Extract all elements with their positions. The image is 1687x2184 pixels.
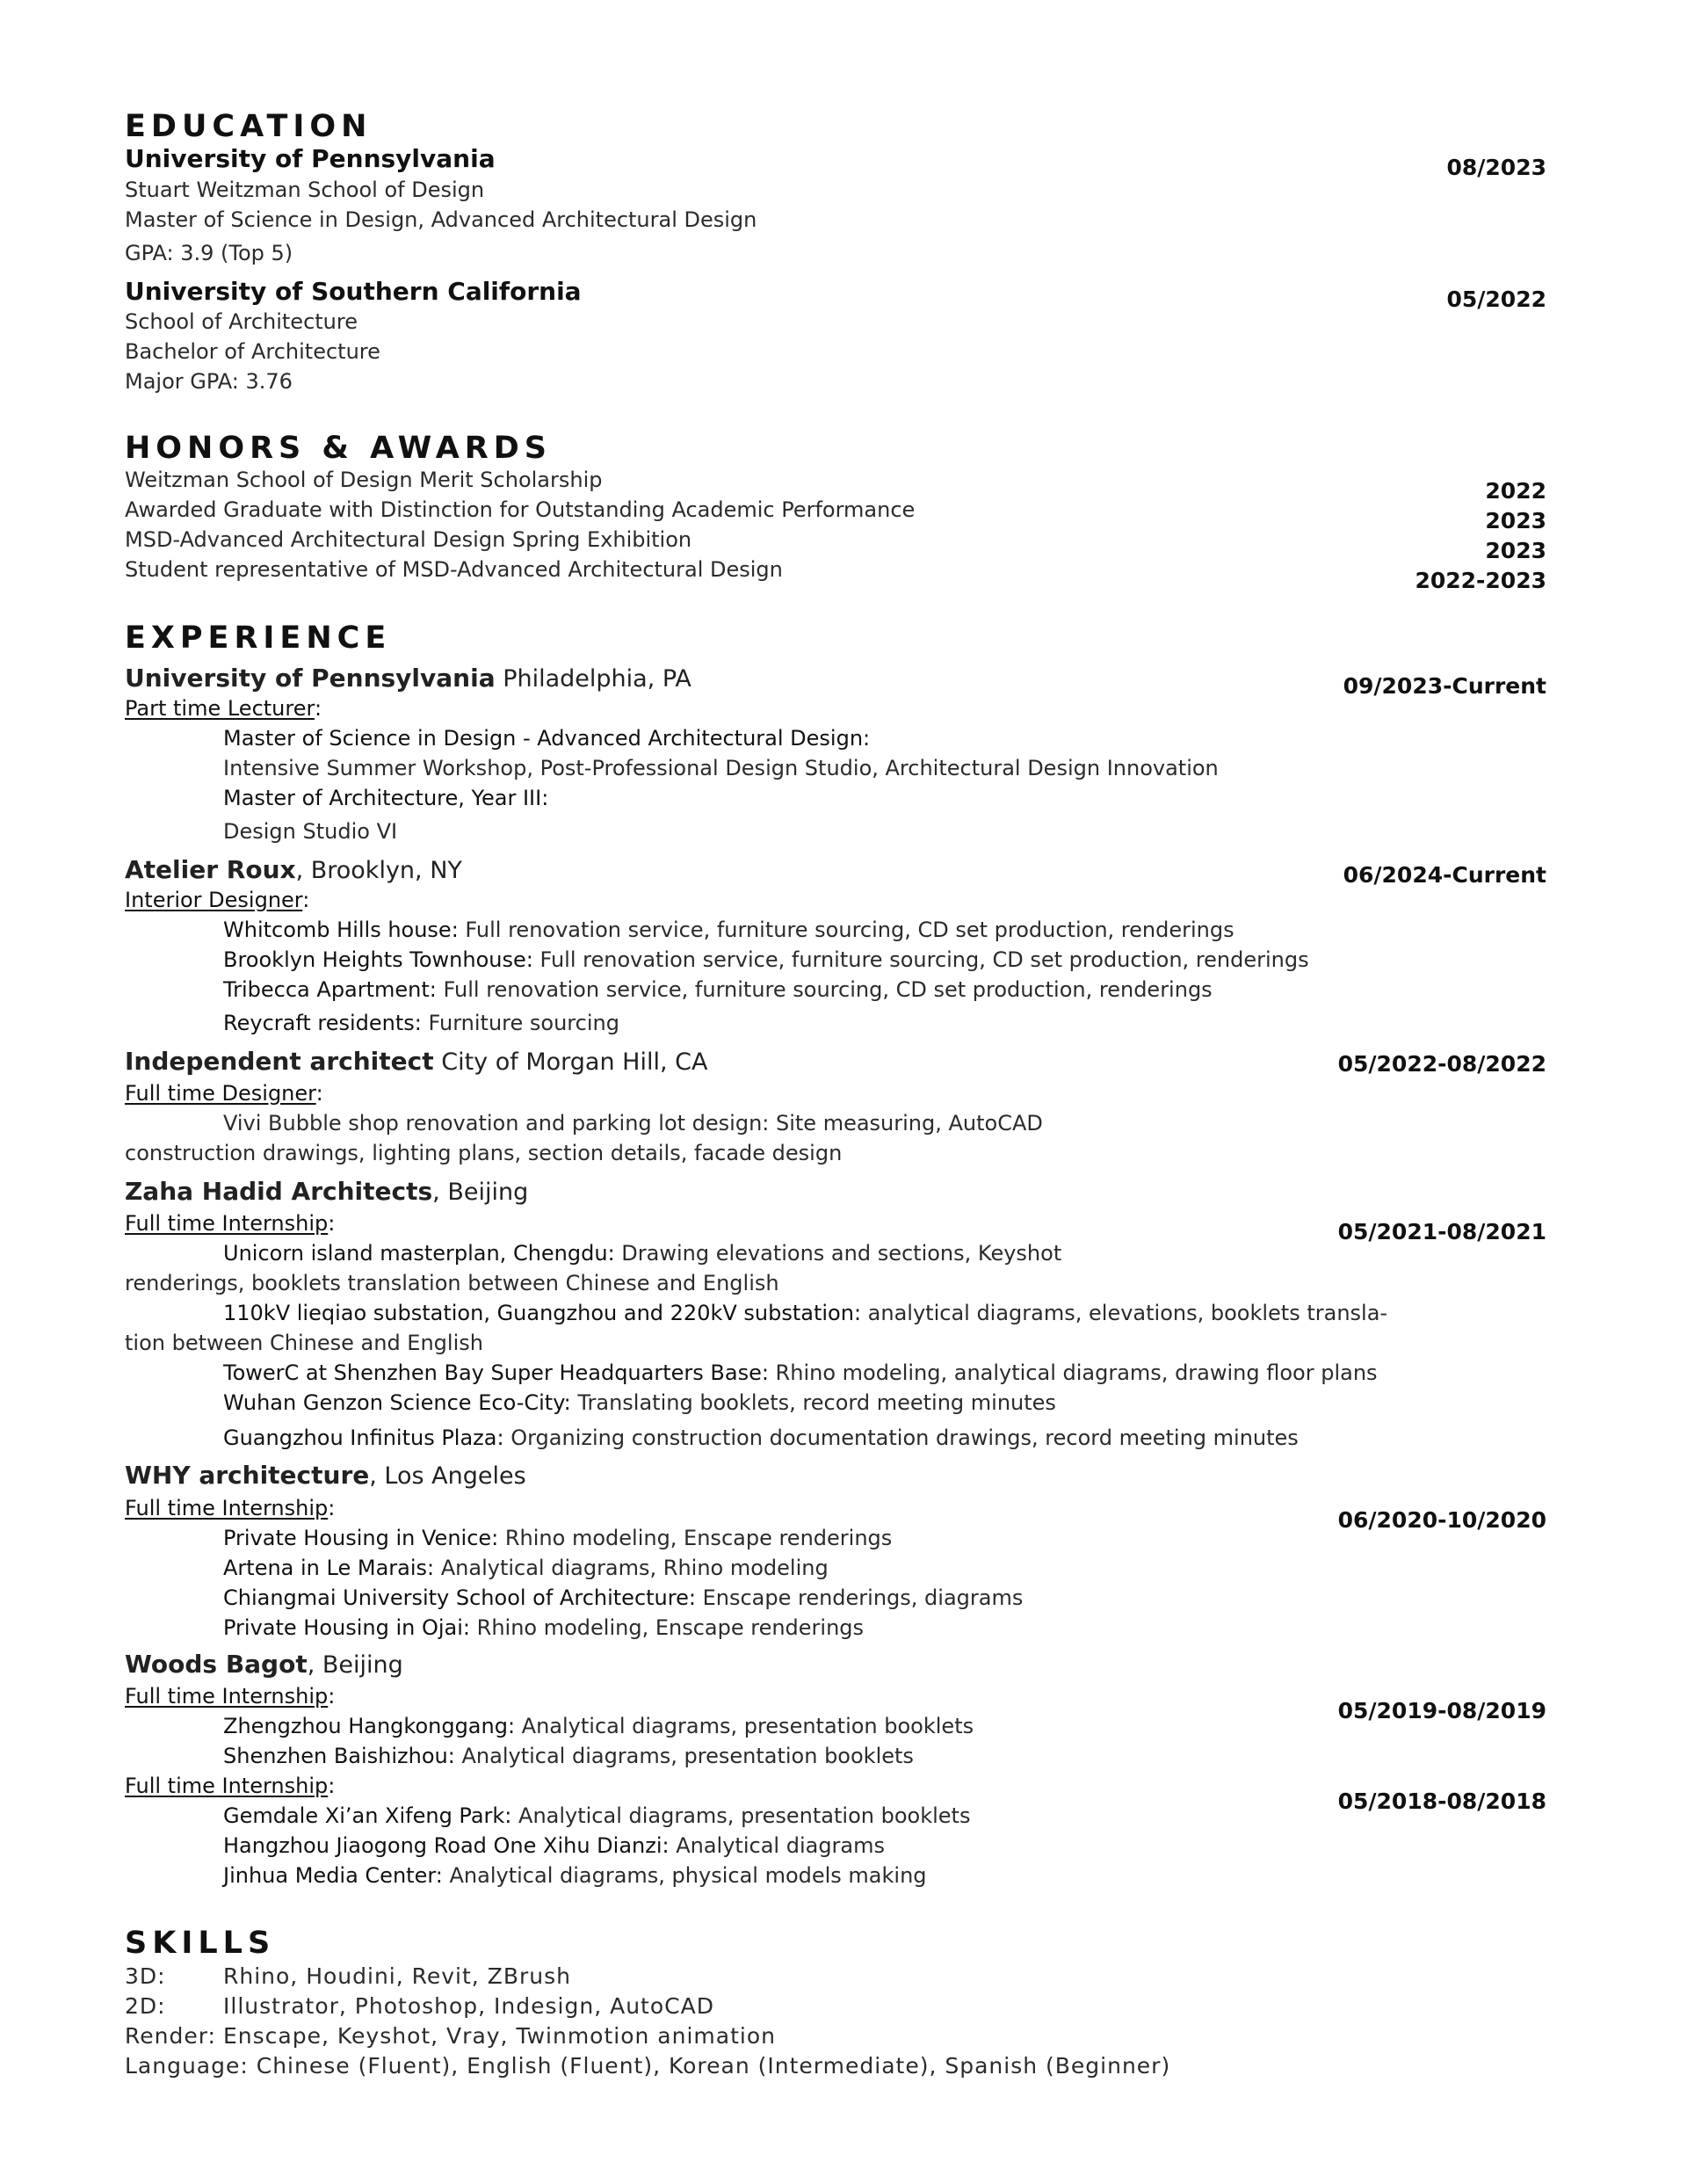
- date: 06/2024-Current: [1343, 862, 1546, 888]
- project-line: tion between Chinese and English: [125, 1331, 483, 1355]
- school-name: University of Southern California: [125, 277, 582, 306]
- project-line: [223, 1527, 892, 1549]
- role-line: Interior Designer:: [125, 888, 310, 912]
- project-line: [223, 1427, 1299, 1448]
- honor-year: 2023: [1485, 508, 1546, 533]
- project-desc: Analytical diagrams, physical models making: [442, 1863, 927, 1888]
- program-detail: Design Studio VI: [223, 819, 398, 844]
- skill-value: Illustrator, Photoshop, Indesign, AutoCAD: [223, 1993, 714, 2019]
- project-desc: Translating booklets, record meeting minutes: [570, 1390, 1056, 1415]
- project-name: Shenzhen Baishizhou:: [223, 1744, 455, 1768]
- role-title: Full time Internship: [125, 1774, 329, 1798]
- employer-line: [125, 855, 462, 884]
- language-line: Language: Chinese (Fluent), English (Fluent), Korean (Intermediate), Spanish (Beginner): [125, 2053, 1171, 2079]
- role-line: Part time Lecturer:: [125, 696, 322, 721]
- date: 05/2022: [1446, 287, 1546, 312]
- date: 08/2023: [1446, 155, 1546, 180]
- employer-location: , Beijing: [307, 1651, 403, 1679]
- role-title: Part time Lecturer: [125, 696, 315, 721]
- employer-name: Woods Bagot: [125, 1650, 308, 1679]
- project-line: [223, 1865, 927, 1886]
- employer-location: City of Morgan Hill, CA: [433, 1048, 708, 1076]
- education-line: GPA: 3.9 (Top 5): [125, 241, 293, 265]
- project-name: Zhengzhou Hangkonggang:: [223, 1714, 516, 1738]
- project-desc: Rhino modeling, Enscape renderings: [498, 1526, 893, 1550]
- project-line: construction drawings, lighting plans, section details, facade design: [125, 1141, 843, 1165]
- employer-line: [125, 666, 691, 691]
- role-line: Full time Designer:: [125, 1081, 323, 1106]
- project-line: [223, 1805, 970, 1826]
- project-desc: analytical diagrams, elevations, booklets transla-: [861, 1301, 1388, 1325]
- employer-name: Independent architect: [125, 1047, 434, 1076]
- project-name: Reycraft residents:: [223, 1011, 422, 1035]
- project-line: [223, 1392, 1056, 1413]
- project-line: [223, 1617, 864, 1638]
- project-name: Gemdale Xi’an Xifeng Park:: [223, 1803, 512, 1828]
- date: 05/2021-08/2021: [1337, 1219, 1546, 1244]
- employer-line: [125, 1179, 528, 1204]
- project-line: [223, 919, 1234, 940]
- date: 06/2020-10/2020: [1337, 1507, 1546, 1533]
- employer-location: Philadelphia, PA: [495, 665, 691, 693]
- project-line: [223, 1362, 1378, 1383]
- employer-line: [125, 1463, 526, 1488]
- project-name: Unicorn island masterplan, Chengdu:: [223, 1241, 615, 1266]
- honor-year: 2022: [1485, 478, 1546, 504]
- project-desc: Rhino modeling, Enscape renderings: [470, 1615, 865, 1640]
- role-line: Full time Internship:: [125, 1684, 336, 1709]
- project-line: [223, 949, 1309, 970]
- employer-location: , Brooklyn, NY: [295, 857, 462, 884]
- project-name: Tribecca Apartment:: [223, 977, 437, 1002]
- employer-line: [125, 1652, 403, 1677]
- education-line: Major GPA: 3.76: [125, 369, 293, 394]
- project-name: Hangzhou Jiaogong Road One Xihu Dianzi:: [223, 1833, 670, 1858]
- project-desc: Furniture sourcing: [421, 1011, 619, 1035]
- project-line: [223, 1302, 1387, 1324]
- project-desc: Analytical diagrams, presentation booklets: [511, 1803, 971, 1828]
- employer-location: , Beijing: [432, 1179, 529, 1206]
- experience-heading: EXPERIENCE: [125, 620, 392, 656]
- program-detail: Intensive Summer Workshop, Post-Professional Design Studio, Architectural Design Innovation: [223, 756, 1219, 780]
- project-line: [223, 1557, 829, 1578]
- project-name: Whitcomb Hills house:: [223, 918, 459, 942]
- employer-name: Atelier Roux: [125, 855, 296, 884]
- date: 05/2019-08/2019: [1337, 1698, 1546, 1723]
- project-desc: Analytical diagrams: [669, 1833, 886, 1858]
- employer-name: WHY architecture: [125, 1461, 370, 1490]
- education-line: Bachelor of Architecture: [125, 339, 380, 364]
- project-desc: Enscape renderings, diagrams: [695, 1585, 1024, 1610]
- education-line: Master of Science in Design, Advanced Architectural Design: [125, 207, 757, 232]
- project-name: Brooklyn Heights Townhouse:: [223, 947, 533, 972]
- project-desc: Rhino modeling, analytical diagrams, drawing floor plans: [768, 1360, 1378, 1385]
- honor-item: Weitzman School of Design Merit Scholarship: [125, 468, 603, 492]
- project-desc: Full renovation service, furniture sourcing, CD set production, renderings: [436, 977, 1213, 1002]
- employer-location: , Los Angeles: [369, 1462, 526, 1490]
- skill-label: Render:: [125, 2023, 216, 2049]
- role-line: Full time Internship:: [125, 1496, 336, 1520]
- role-title: Interior Designer: [125, 888, 303, 912]
- date: 09/2023-Current: [1343, 673, 1546, 699]
- project-line: [223, 1587, 1023, 1608]
- project-desc: Drawing elevations and sections, Keyshot: [614, 1241, 1062, 1266]
- role-title: Full time Internship: [125, 1684, 329, 1709]
- program-title: Master of Architecture, Year III:: [223, 786, 549, 810]
- employer-name: University of Pennsylvania: [125, 664, 496, 693]
- skill-value: Enscape, Keyshot, Vray, Twinmotion animation: [223, 2023, 776, 2049]
- date: 05/2022-08/2022: [1337, 1051, 1546, 1077]
- project-name: Artena in Le Marais:: [223, 1556, 435, 1580]
- honor-item: Awarded Graduate with Distinction for Outstanding Academic Performance: [125, 497, 916, 522]
- role-title: Full time Internship: [125, 1211, 329, 1236]
- project-desc: Full renovation service, furniture sourcing, CD set production, renderings: [458, 918, 1234, 942]
- honor-year: 2022-2023: [1415, 568, 1546, 593]
- project-name: TowerC at Shenzhen Bay Super Headquarters Base:: [223, 1360, 769, 1385]
- honor-item: Student representative of MSD-Advanced Architectural Design: [125, 557, 783, 582]
- project-desc: Analytical diagrams, presentation booklets: [515, 1714, 974, 1738]
- honor-year: 2023: [1485, 538, 1546, 563]
- project-name: Jinhua Media Center:: [223, 1863, 443, 1888]
- project-name: Guangzhou Infinitus Plaza:: [223, 1426, 504, 1450]
- education-line: School of Architecture: [125, 309, 358, 334]
- role-title: Full time Internship: [125, 1496, 329, 1520]
- project-line: renderings, booklets translation between Chinese and English: [125, 1271, 779, 1295]
- education-heading: EDUCATION: [125, 109, 373, 144]
- project-desc: Analytical diagrams, presentation booklets: [454, 1744, 914, 1768]
- employer-name: Zaha Hadid Architects: [125, 1177, 433, 1206]
- role-title: Full time Designer: [125, 1081, 316, 1106]
- employer-line: [125, 1049, 707, 1074]
- school-name: University of Pennsylvania: [125, 144, 496, 173]
- project-line: [223, 1745, 914, 1767]
- skills-heading: SKILLS: [125, 1926, 276, 1961]
- role-line: Full time Internship:: [125, 1774, 336, 1798]
- education-line: Stuart Weitzman School of Design: [125, 178, 485, 202]
- project-line: [223, 1243, 1061, 1264]
- project-desc: Analytical diagrams, Rhino modeling: [434, 1556, 829, 1580]
- project-desc: Organizing construction documentation drawings, record meeting minutes: [503, 1426, 1299, 1450]
- project-name: 110kV lieqiao substation, Guangzhou and 220kV substation:: [223, 1301, 862, 1325]
- project-desc: Full renovation service, furniture sourcing, CD set production, renderings: [532, 947, 1309, 972]
- project-name: Chiangmai University School of Architecture:: [223, 1585, 696, 1610]
- project-line: Vivi Bubble shop renovation and parking lot design: Site measuring, AutoCAD: [223, 1111, 1043, 1136]
- project-name: Private Housing in Venice:: [223, 1526, 499, 1550]
- project-line: [223, 979, 1213, 1000]
- skill-value: Rhino, Houdini, Revit, ZBrush: [223, 1963, 571, 1989]
- skill-label: 3D:: [125, 1963, 166, 1989]
- program-title: Master of Science in Design - Advanced Architectural Design:: [223, 726, 871, 751]
- project-name: Private Housing in Ojai:: [223, 1615, 471, 1640]
- project-line: [223, 1716, 974, 1737]
- honor-item: MSD-Advanced Architectural Design Spring Exhibition: [125, 527, 692, 552]
- role-line: Full time Internship:: [125, 1211, 336, 1236]
- project-line: [223, 1835, 885, 1856]
- project-line: [223, 1012, 619, 1034]
- project-name: Wuhan Genzon Science Eco-City:: [223, 1390, 571, 1415]
- skill-label: 2D:: [125, 1993, 166, 2019]
- date: 05/2018-08/2018: [1337, 1789, 1546, 1814]
- honors-heading: HONORS & AWARDS: [125, 431, 552, 466]
